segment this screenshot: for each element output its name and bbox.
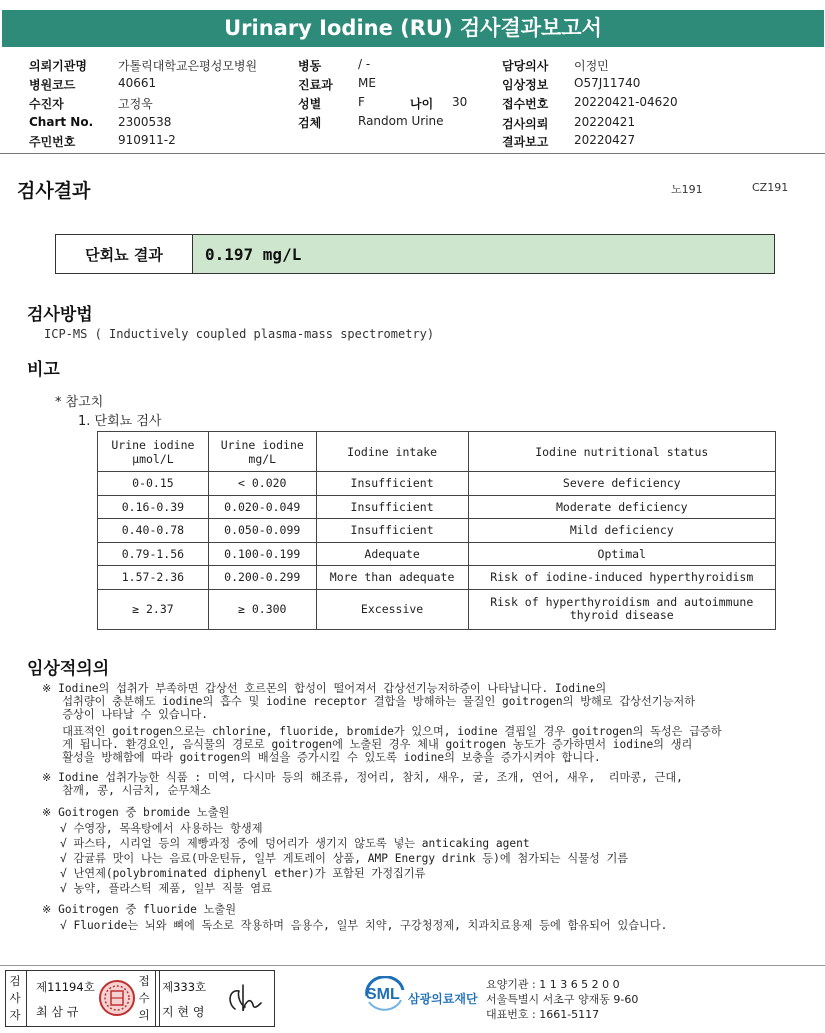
cell-mg: < 0.020	[208, 472, 316, 496]
cell-status: Risk of hyperthyroidism and autoimmune thyroid disease	[468, 589, 776, 629]
chart-no-value: 2300538	[118, 115, 172, 129]
cell-status: Risk of iodine-induced hyperthyroidism	[468, 566, 776, 590]
receipt-no-label: 접수번호	[502, 97, 549, 111]
bromide-list	[60, 822, 628, 897]
org-address: 서울특별시 서초구 양재동 9-60	[486, 993, 639, 1006]
hospital-code-value: 40661	[118, 76, 157, 90]
footer-divider	[0, 965, 825, 966]
method-text: ICP-MS ( Inductively coupled plasma-mass spectrometry)	[44, 327, 435, 341]
patient-name-value: 고정욱	[118, 97, 153, 111]
patient-name-label: 수진자	[29, 97, 64, 111]
cell-umol: 0.79-1.56	[98, 542, 209, 566]
cell-status: Severe deficiency	[468, 472, 776, 496]
chart-no-label: Chart No.	[29, 115, 94, 129]
approver-divider	[155, 971, 156, 1026]
reference-table-header	[98, 432, 776, 472]
method-title: 검사방법	[27, 305, 93, 325]
cell-intake: Adequate	[316, 542, 468, 566]
hospital-name-label: 의뢰기관명	[29, 59, 87, 73]
doctor-value: 이정민	[574, 59, 609, 73]
age-value: 30	[452, 95, 468, 109]
cell-mg: ≥ 0.300	[208, 589, 316, 629]
list-item: √ 감귤류 맛이 나는 음료(마운틴듀, 일부 게토레이 상품, AMP Energy drink 등)에 첨가되는 식물성 기름	[60, 852, 629, 865]
patient-info	[0, 0, 825, 160]
cell-status: Moderate deficiency	[468, 495, 776, 519]
cell-intake: Insufficient	[316, 495, 468, 519]
table-row	[98, 495, 776, 519]
specimen-value: Random Urine	[358, 114, 444, 128]
list-item: √ 파스타, 시리얼 등의 제빵과정 중에 덩어리가 생기지 않도록 넣는 anticaking agent	[60, 837, 530, 850]
cell-umol: ≥ 2.37	[98, 589, 209, 629]
table-row	[98, 519, 776, 543]
report-date-value: 20220427	[574, 133, 636, 147]
header-mg: Urine iodine mg/L	[208, 432, 316, 472]
receipt-no-value: 20220421-04620	[574, 95, 678, 109]
ward-label: 병동	[298, 59, 322, 73]
doctor-label: 담당의사	[502, 59, 549, 73]
reference-sub-label: 1. 단회뇨 검사	[78, 414, 162, 429]
org-phone: 대표번호 : 1661-5117	[486, 1008, 600, 1021]
cell-umol: 0-0.15	[98, 472, 209, 496]
cell-mg: 0.100-0.199	[208, 542, 316, 566]
cell-status: Mild deficiency	[468, 519, 776, 543]
request-date-value: 20220421	[574, 115, 636, 129]
department-value: ME	[358, 76, 376, 90]
hospital-name-value: 가톨릭대학교은평성모병원	[118, 59, 258, 73]
sex-label: 성별	[298, 97, 322, 111]
cell-mg: 0.050-0.099	[208, 519, 316, 543]
result-value: 0.197 mg/L	[193, 235, 774, 273]
result-label: 단회뇨 결과	[56, 235, 193, 273]
cell-umol: 0.16-0.39	[98, 495, 209, 519]
info-divider	[0, 153, 825, 154]
ward-value: / -	[358, 57, 371, 71]
tester-label: 검사자	[9, 974, 21, 1022]
sex-value: F	[358, 95, 365, 109]
list-item: √ 농약, 플라스틱 제품, 일부 직물 염료	[60, 882, 272, 895]
age-label: 나이	[410, 97, 434, 111]
results-code-1: 노191	[671, 183, 703, 196]
cell-umol: 0.40-0.78	[98, 519, 209, 543]
table-row	[98, 472, 776, 496]
list-item: √ 난연제(polybrominated diphenyl ether)가 포함된 가정집기류	[60, 867, 426, 880]
org-name: 삼광의료재단	[408, 992, 478, 1006]
approver-stamp-box	[135, 970, 275, 1027]
cell-intake: Excessive	[316, 589, 468, 629]
approver-signature-icon	[223, 981, 263, 1017]
request-date-label: 검사의뢰	[502, 117, 549, 131]
clinical-info-label: 임상정보	[502, 78, 549, 92]
cell-intake: Insufficient	[316, 519, 468, 543]
cell-intake: More than adequate	[316, 566, 468, 590]
tester-divider	[26, 971, 27, 1026]
cell-mg: 0.020-0.049	[208, 495, 316, 519]
header-umol: Urine iodine μmol/L	[98, 432, 209, 472]
clinical-para-2: 대표적인 goitrogen으로는 chlorine, fluoride, bromide가 있으며, iodine 결핍일 경우 goitrogen의 독성은 급증하 게 됩니다. 환경요인, 음식물의 경로로 goitrogen에 노출된 경우 체내 goitrogen 농도가 증가하면서 iodine의 생리 활성을 방해함에 따라 goitrogen의 배설을 증가시킬 수 있도록 iodine의 보충을 증가시켜야 합니다.	[62, 725, 722, 764]
tester-seal-icon	[98, 979, 136, 1017]
fluoride-item: √ Fluoride는 뇌와 뼈에 독소로 작용하며 음용수, 일부 치약, 구강청정제, 치과치료용제 등에 함유되어 있습니다.	[60, 919, 668, 932]
cell-umol: 1.57-2.36	[98, 566, 209, 590]
approver-name: 지 현 영	[162, 1005, 205, 1019]
table-row	[98, 589, 776, 629]
remarks-title: 비고	[27, 360, 60, 380]
approver-label: 접수의	[138, 974, 150, 1022]
resident-no-value: 910911-2	[118, 133, 176, 147]
resident-no-label: 주민번호	[29, 135, 76, 149]
cell-mg: 0.200-0.299	[208, 566, 316, 590]
clinical-para-1: ※ Iodine의 섭취가 부족하면 갑상선 호르몬의 합성이 떨어져서 갑상선기능저하증이 나타납니다. Iodine의 섭취량이 충분해도 iodine의 흡수 및 iodine receptor 결합을 방해하는 물질인 goitrogen의 방해로 갑상선기능저하 증상이 나타날 수 있습니다.	[42, 682, 695, 721]
clinical-info-value: O57J11740	[574, 76, 641, 90]
org-logo-text: SML	[366, 986, 400, 1003]
bromide-title: ※ Goitrogen 중 bromide 노출원	[42, 806, 230, 819]
cell-intake: Insufficient	[316, 472, 468, 496]
org-code: 요양기관 : 1 1 3 6 5 2 0 0	[486, 978, 620, 991]
results-title: 검사결과	[17, 180, 91, 202]
hospital-code-label: 병원코드	[29, 78, 76, 92]
clinical-para-3: ※ Iodine 섭취가능한 식품 : 미역, 다시마 등의 해조류, 정어리, 참치, 새우, 굴, 조개, 연어, 새우, 리마콩, 근대, 참깨, 콩, 시금치, 순무채소	[42, 771, 683, 797]
cell-status: Optimal	[468, 542, 776, 566]
report-title: Urinary Iodine (RU) 검사결과보고서	[2, 10, 824, 47]
specimen-label: 검체	[298, 116, 322, 130]
reference-label: * 참고치	[55, 395, 104, 410]
fluoride-title: ※ Goitrogen 중 fluoride 노출원	[42, 903, 237, 916]
tester-name: 최 삼 규	[36, 1005, 79, 1019]
report-date-label: 결과보고	[502, 135, 549, 149]
reference-table	[97, 431, 776, 630]
department-label: 진료과	[298, 78, 333, 92]
list-item: √ 수영장, 목욕탕에서 사용하는 항생제	[60, 822, 263, 835]
tester-license: 제11194호	[36, 980, 95, 994]
header-intake: Iodine intake	[316, 432, 468, 472]
clinical-title: 임상적의의	[27, 659, 110, 679]
approver-license: 제333호	[162, 980, 207, 994]
table-row	[98, 566, 776, 590]
table-row	[98, 542, 776, 566]
result-box	[55, 234, 775, 274]
results-code-2: CZ191	[752, 181, 789, 194]
header-status: Iodine nutritional status	[468, 432, 776, 472]
